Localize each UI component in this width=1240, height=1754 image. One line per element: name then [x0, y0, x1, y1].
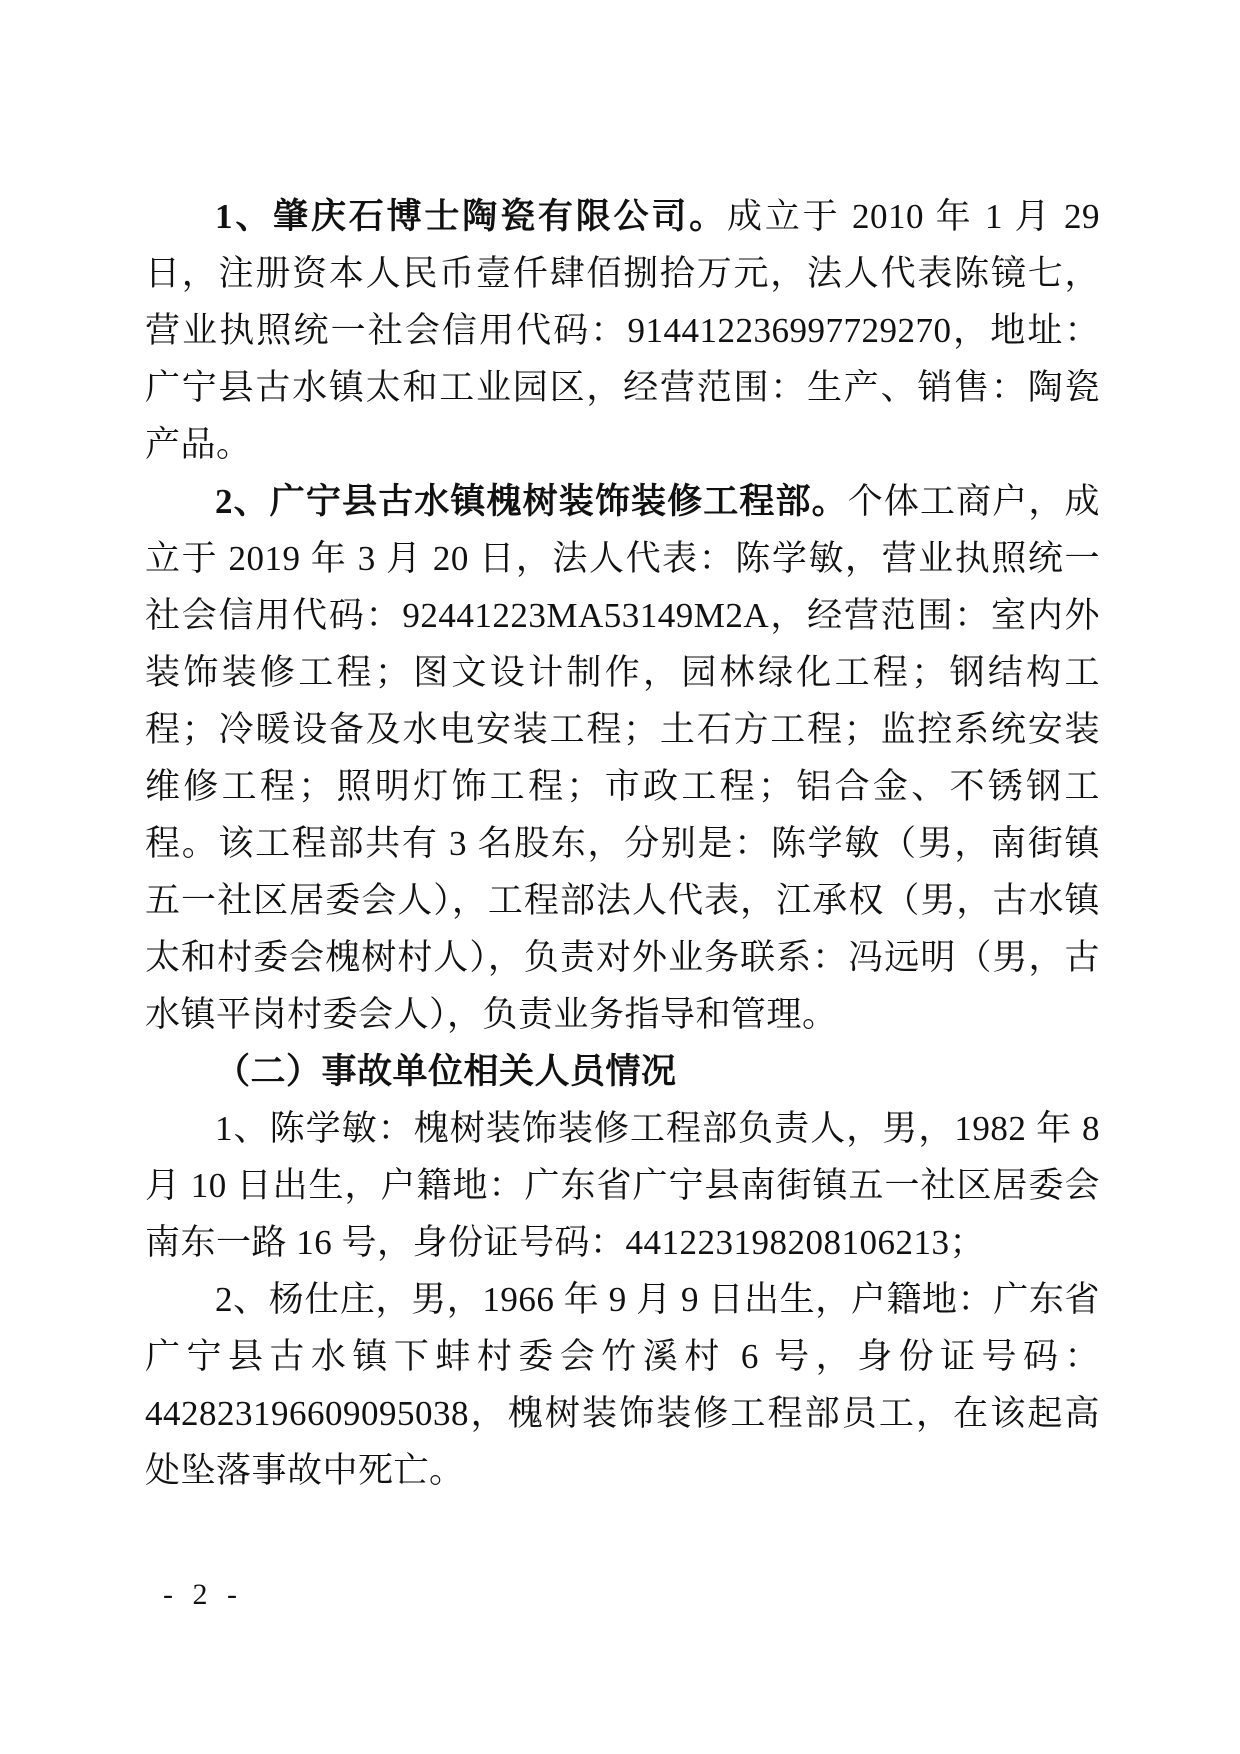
paragraph-text: 1、陈学敏：槐树装饰装修工程部负责人，男，1982 年 8 月 10 日出生，户籍地：广东省广宁县南街镇五一社区居委会南东一路 16 号，身份证号码：441223198208106213； — [145, 1109, 1100, 1262]
paragraph — [145, 1271, 1100, 1499]
paragraph-text: 成立于 2010 年 1 月 29 日，注册资本人民币壹仟肆佰捌拾万元，法人代表陈镜七，营业执照统一社会信用代码：914412236997729270，地址：广宁县古水镇太和工业园区，经营范围：生产、销售：陶瓷产品。 — [145, 197, 1100, 464]
paragraph — [145, 188, 1100, 473]
paragraph — [145, 473, 1100, 1043]
paragraph-text: 个体工商户，成立于 2019 年 3 月 20 日，法人代表：陈学敏，营业执照统一社会信用代码：92441223MA53149M2A，经营范围：室内外装饰装修工程；图文设计制作，园林绿化工程；钢结构工程；冷暖设备及水电安装工程；土石方工程；监控系统安装维修工程；照明灯饰工程；市政工程；铝合金、不锈钢工程。该工程部共有 3 名股东，分别是：陈学敏（男，南街镇五一社区居委会人），工程部法人代表，江承权（男，古水镇太和村委会槐树村人），负责对外业务联系：冯远明（男，古水镇平岗村委会人），负责业务指导和管理。 — [145, 482, 1100, 1034]
paragraph — [145, 1100, 1100, 1271]
section-heading — [145, 1043, 1100, 1100]
paragraph-lead: 1、肇庆石博士陶瓷有限公司。 — [215, 197, 728, 236]
paragraph-lead: 2、广宁县古水镇槐树装饰装修工程部。 — [215, 482, 848, 521]
paragraph-text: 2、杨仕庄，男，1966 年 9 月 9 日出生，户籍地：广东省广宁县古水镇下蚌村委会竹溪村 6 号，身份证号码：442823196609095038，槐树装饰装修工程部员工，在该起高处坠落事故中死亡。 — [145, 1280, 1100, 1490]
page-number: - 2 - — [163, 1578, 243, 1611]
document-body — [145, 188, 1100, 1499]
heading-text: （二）事故单位相关人员情况 — [215, 1052, 677, 1091]
page-footer — [163, 1578, 243, 1612]
